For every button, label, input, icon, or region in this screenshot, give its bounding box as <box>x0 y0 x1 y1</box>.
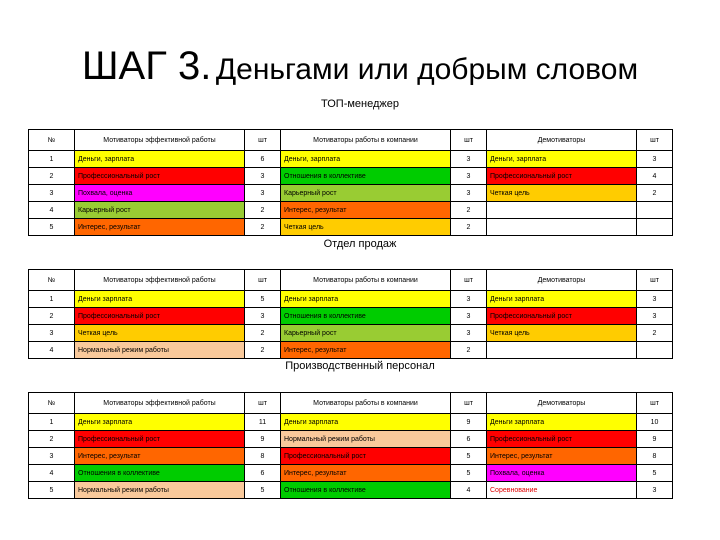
demotivator-count: 3 <box>637 291 673 308</box>
demotivator-cell: Деньги зарплата <box>487 414 637 431</box>
company-motivator-cell: Отношения в коллективе <box>281 308 451 325</box>
header-count: шт <box>245 130 281 151</box>
header-company-motivators: Мотиваторы работы в компании <box>281 270 451 291</box>
effective-motivator-cell: Деньги зарплата <box>75 414 245 431</box>
header-count: шт <box>245 270 281 291</box>
demotivator-count <box>637 202 673 219</box>
company-motivator-count: 9 <box>451 414 487 431</box>
table-sales <box>28 269 673 359</box>
slide-title-step: ШАГ 3. <box>81 44 212 88</box>
demotivator-cell: Соревнование <box>487 482 637 499</box>
effective-motivator-count: 3 <box>245 308 281 325</box>
table-row <box>29 431 673 448</box>
company-motivator-count: 4 <box>451 482 487 499</box>
header-count: шт <box>637 270 673 291</box>
effective-motivator-count: 8 <box>245 448 281 465</box>
header-count: шт <box>637 393 673 414</box>
company-motivator-cell: Интерес, результат <box>281 465 451 482</box>
header-effective-motivators: Мотиваторы эффективной работы <box>75 393 245 414</box>
demotivator-cell: Деньги, зарплата <box>487 151 637 168</box>
company-motivator-cell: Деньги зарплата <box>281 291 451 308</box>
header-count: шт <box>451 130 487 151</box>
header-company-motivators: Мотиваторы работы в компании <box>281 130 451 151</box>
header-company-motivators: Мотиваторы работы в компании <box>281 393 451 414</box>
company-motivator-count: 6 <box>451 431 487 448</box>
company-motivator-count: 2 <box>451 202 487 219</box>
demotivator-count: 9 <box>637 431 673 448</box>
table-header-row <box>29 130 673 151</box>
demotivator-cell: Четкая цель <box>487 325 637 342</box>
demotivator-cell <box>487 202 637 219</box>
header-count: шт <box>451 270 487 291</box>
effective-motivator-cell: Интерес, результат <box>75 448 245 465</box>
header-number: № <box>29 130 75 151</box>
effective-motivator-count: 5 <box>245 482 281 499</box>
effective-motivator-cell: Отношения в коллективе <box>75 465 245 482</box>
header-count: шт <box>245 393 281 414</box>
demotivator-count: 2 <box>637 325 673 342</box>
table-row <box>29 465 673 482</box>
table-top-manager <box>28 129 673 236</box>
company-motivator-cell: Интерес, результат <box>281 342 451 359</box>
company-motivator-count: 2 <box>451 219 487 236</box>
company-motivator-cell: Отношения в коллективе <box>281 168 451 185</box>
header-effective-motivators: Мотиваторы эффективной работы <box>75 270 245 291</box>
row-number: 3 <box>29 185 75 202</box>
row-number: 1 <box>29 291 75 308</box>
header-count: шт <box>637 130 673 151</box>
effective-motivator-count: 5 <box>245 291 281 308</box>
effective-motivator-cell: Деньги зарплата <box>75 291 245 308</box>
effective-motivator-cell: Профессиональный рост <box>75 168 245 185</box>
table-row <box>29 414 673 431</box>
company-motivator-cell: Деньги зарплата <box>281 414 451 431</box>
effective-motivator-cell: Профессиональный рост <box>75 431 245 448</box>
demotivator-count: 2 <box>637 185 673 202</box>
company-motivator-count: 3 <box>451 308 487 325</box>
header-demotivators: Демотиваторы <box>487 270 637 291</box>
company-motivator-cell: Деньги, зарплата <box>281 151 451 168</box>
effective-motivator-cell: Профессиональный рост <box>75 308 245 325</box>
demotivator-cell: Интерес, результат <box>487 448 637 465</box>
row-number: 1 <box>29 414 75 431</box>
table-row <box>29 185 673 202</box>
company-motivator-count: 5 <box>451 465 487 482</box>
header-demotivators: Демотиваторы <box>487 393 637 414</box>
company-motivator-cell: Карьерный рост <box>281 185 451 202</box>
row-number: 3 <box>29 448 75 465</box>
effective-motivator-count: 6 <box>245 465 281 482</box>
effective-motivator-count: 9 <box>245 431 281 448</box>
company-motivator-cell: Интерес, результат <box>281 202 451 219</box>
effective-motivator-cell: Деньги, зарплата <box>75 151 245 168</box>
demotivator-count: 5 <box>637 465 673 482</box>
demotivator-cell: Деньги зарплата <box>487 291 637 308</box>
effective-motivator-count: 3 <box>245 185 281 202</box>
section-title-top-manager: ТОП-менеджер <box>321 98 399 110</box>
demotivator-count: 8 <box>637 448 673 465</box>
table-row <box>29 219 673 236</box>
company-motivator-count: 3 <box>451 168 487 185</box>
row-number: 4 <box>29 342 75 359</box>
demotivator-cell <box>487 219 637 236</box>
demotivator-count <box>637 219 673 236</box>
company-motivator-cell: Четкая цель <box>281 219 451 236</box>
table-row <box>29 308 673 325</box>
effective-motivator-count: 6 <box>245 151 281 168</box>
header-effective-motivators: Мотиваторы эффективной работы <box>75 130 245 151</box>
demotivator-cell: Профессиональный рост <box>487 431 637 448</box>
header-count: шт <box>451 393 487 414</box>
header-demotivators: Демотиваторы <box>487 130 637 151</box>
row-number: 2 <box>29 308 75 325</box>
demotivator-count: 10 <box>637 414 673 431</box>
company-motivator-count: 3 <box>451 325 487 342</box>
company-motivator-cell: Карьерный рост <box>281 325 451 342</box>
company-motivator-count: 5 <box>451 448 487 465</box>
table-row <box>29 202 673 219</box>
table-production <box>28 392 673 499</box>
table-row <box>29 151 673 168</box>
effective-motivator-count: 2 <box>245 325 281 342</box>
effective-motivator-cell: Похвала, оценка <box>75 185 245 202</box>
effective-motivator-cell: Нормальный режим работы <box>75 482 245 499</box>
effective-motivator-count: 2 <box>245 219 281 236</box>
row-number: 4 <box>29 202 75 219</box>
company-motivator-cell: Нормальный режим работы <box>281 431 451 448</box>
demotivator-cell <box>487 342 637 359</box>
effective-motivator-cell: Нормальный режим работы <box>75 342 245 359</box>
table-row <box>29 342 673 359</box>
table-row <box>29 482 673 499</box>
section-title-production: Производственный персонал <box>285 360 435 372</box>
row-number: 5 <box>29 482 75 499</box>
demotivator-count: 3 <box>637 482 673 499</box>
effective-motivator-count: 3 <box>245 168 281 185</box>
slide-title-text: Деньгами или добрым словом <box>215 53 639 86</box>
demotivator-cell: Четкая цель <box>487 185 637 202</box>
row-number: 1 <box>29 151 75 168</box>
row-number: 3 <box>29 325 75 342</box>
demotivator-cell: Похвала, оценка <box>487 465 637 482</box>
demotivator-count <box>637 342 673 359</box>
company-motivator-cell: Профессиональный рост <box>281 448 451 465</box>
demotivator-count: 3 <box>637 308 673 325</box>
demotivator-cell: Профессиональный рост <box>487 168 637 185</box>
company-motivator-count: 2 <box>451 342 487 359</box>
slide-title <box>0 44 720 89</box>
table-row <box>29 325 673 342</box>
demotivator-cell: Профессиональный рост <box>487 308 637 325</box>
table-header-row <box>29 270 673 291</box>
effective-motivator-count: 2 <box>245 342 281 359</box>
header-number: № <box>29 393 75 414</box>
row-number: 4 <box>29 465 75 482</box>
row-number: 5 <box>29 219 75 236</box>
effective-motivator-cell: Карьерный рост <box>75 202 245 219</box>
row-number: 2 <box>29 168 75 185</box>
demotivator-count: 3 <box>637 151 673 168</box>
header-number: № <box>29 270 75 291</box>
table-row <box>29 291 673 308</box>
effective-motivator-cell: Интерес, результат <box>75 219 245 236</box>
company-motivator-cell: Отношения в коллективе <box>281 482 451 499</box>
effective-motivator-count: 2 <box>245 202 281 219</box>
company-motivator-count: 3 <box>451 151 487 168</box>
table-header-row <box>29 393 673 414</box>
table-row <box>29 448 673 465</box>
demotivator-count: 4 <box>637 168 673 185</box>
section-title-sales: Отдел продаж <box>323 238 397 250</box>
effective-motivator-cell: Четкая цель <box>75 325 245 342</box>
effective-motivator-count: 11 <box>245 414 281 431</box>
table-row <box>29 168 673 185</box>
company-motivator-count: 3 <box>451 291 487 308</box>
row-number: 2 <box>29 431 75 448</box>
company-motivator-count: 3 <box>451 185 487 202</box>
